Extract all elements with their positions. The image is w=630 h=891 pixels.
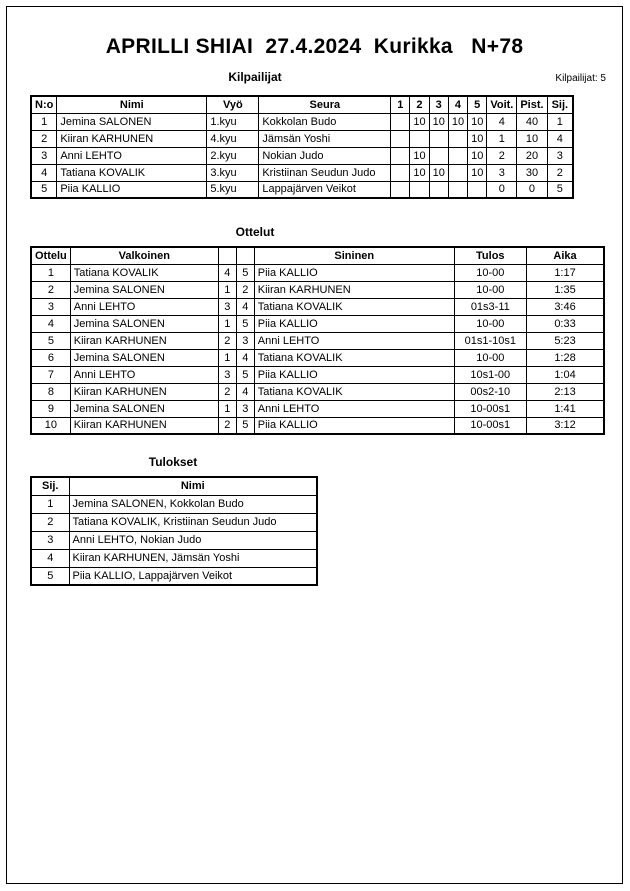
score-vs-3-cell: 10 [429, 164, 448, 181]
placement-cell: 5 [31, 567, 69, 585]
white-number-cell: 2 [218, 383, 236, 400]
page-title: APRILLI SHIAI 27.4.2024 Kurikka N+78 [105, 35, 524, 58]
blue-number-cell: 2 [236, 281, 254, 298]
competitor-club-cell: Lappajärven Veikot [259, 181, 391, 198]
blue-number-cell: 3 [236, 400, 254, 417]
score-vs-5-cell: 10 [468, 130, 487, 147]
score-vs-3-cell [429, 130, 448, 147]
col-header-opp4: 4 [448, 96, 467, 113]
competitor-row [31, 181, 573, 198]
placement-cell: 2 [31, 513, 69, 531]
competitor-rank-cell: 5 [547, 181, 573, 198]
score-vs-3-cell [429, 147, 448, 164]
col-header-points: Pist. [517, 96, 547, 113]
competitors-count-label: Kilpailijat: 5 [555, 73, 606, 84]
match-time-cell: 2:13 [526, 383, 604, 400]
col-header-opp5: 5 [468, 96, 487, 113]
blue-player-cell: Piia KALLIO [254, 417, 454, 434]
match-result-cell: 10-00s1 [454, 400, 526, 417]
score-vs-1-cell [391, 181, 410, 198]
section-title-kilpailijat: Kilpailijat [228, 70, 282, 84]
score-vs-1-cell [391, 113, 410, 130]
competitor-belt-cell: 3.kyu [207, 164, 259, 181]
match-row [31, 383, 604, 400]
white-player-cell: Jemina SALONEN [70, 315, 218, 332]
white-player-cell: Kiiran KARHUNEN [70, 417, 218, 434]
score-vs-4-cell [448, 181, 467, 198]
competitor-rank-cell: 3 [547, 147, 573, 164]
col-header-opp1: 1 [391, 96, 410, 113]
white-player-cell: Kiiran KARHUNEN [70, 332, 218, 349]
white-number-cell: 2 [218, 332, 236, 349]
col-header-belt: Vyö [207, 96, 259, 113]
result-name-cell: Piia KALLIO, Lappajärven Veikot [69, 567, 317, 585]
match-row [31, 417, 604, 434]
white-player-cell: Jemina SALONEN [70, 400, 218, 417]
match-number-cell: 6 [31, 349, 70, 366]
match-number-cell: 7 [31, 366, 70, 383]
match-result-cell: 00s2-10 [454, 383, 526, 400]
white-player-cell: Anni LEHTO [70, 366, 218, 383]
results-section-head [7, 455, 622, 470]
competitor-belt-cell: 1.kyu [207, 113, 259, 130]
blue-number-cell: 4 [236, 298, 254, 315]
competitor-rank-cell: 2 [547, 164, 573, 181]
competitors-section-head [7, 70, 622, 85]
blue-player-cell: Anni LEHTO [254, 400, 454, 417]
col-header-opp3: 3 [429, 96, 448, 113]
match-result-cell: 10s1-00 [454, 366, 526, 383]
match-time-cell: 3:12 [526, 417, 604, 434]
match-number-cell: 5 [31, 332, 70, 349]
competitor-row [31, 113, 573, 130]
section-title-ottelut: Ottelut [235, 225, 275, 239]
result-row [31, 549, 317, 567]
result-name-cell: Jemina SALONEN, Kokkolan Budo [69, 495, 317, 513]
competitor-belt-cell: 4.kyu [207, 130, 259, 147]
col-header-no: N:o [31, 96, 57, 113]
competitor-name-cell: Anni LEHTO [57, 147, 207, 164]
blue-player-cell: Kiiran KARHUNEN [254, 281, 454, 298]
match-number-cell: 9 [31, 400, 70, 417]
blue-number-cell: 4 [236, 349, 254, 366]
score-vs-4-cell: 10 [448, 113, 467, 130]
match-result-cell: 10-00 [454, 264, 526, 281]
match-time-cell: 3:46 [526, 298, 604, 315]
competitor-belt-cell: 5.kyu [207, 181, 259, 198]
competitor-points-cell: 10 [517, 130, 547, 147]
competitor-points-cell: 20 [517, 147, 547, 164]
col-header-blue: Sininen [254, 247, 454, 264]
match-result-cell: 01s1-10s1 [454, 332, 526, 349]
blue-player-cell: Tatiana KOVALIK [254, 298, 454, 315]
blue-number-cell: 5 [236, 264, 254, 281]
white-number-cell: 3 [218, 298, 236, 315]
competitor-points-cell: 30 [517, 164, 547, 181]
competitor-number-cell: 5 [31, 181, 57, 198]
results-table [30, 476, 318, 586]
white-number-cell: 2 [218, 417, 236, 434]
col-header-name: Nimi [57, 96, 207, 113]
match-row [31, 315, 604, 332]
results-sheet-page [6, 6, 623, 884]
result-row [31, 531, 317, 549]
blue-player-cell: Piia KALLIO [254, 366, 454, 383]
col-header-blue-number [236, 247, 254, 264]
white-player-cell: Jemina SALONEN [70, 349, 218, 366]
competitor-number-cell: 2 [31, 130, 57, 147]
match-time-cell: 1:04 [526, 366, 604, 383]
competitor-wins-cell: 3 [487, 164, 517, 181]
competitor-wins-cell: 1 [487, 130, 517, 147]
col-header-white: Valkoinen [70, 247, 218, 264]
score-vs-4-cell [448, 147, 467, 164]
competitor-name-cell: Kiiran KARHUNEN [57, 130, 207, 147]
blue-player-cell: Piia KALLIO [254, 264, 454, 281]
result-row [31, 567, 317, 585]
match-time-cell: 1:35 [526, 281, 604, 298]
blue-number-cell: 3 [236, 332, 254, 349]
matches-section-head [7, 225, 622, 240]
competitor-wins-cell: 4 [487, 113, 517, 130]
match-result-cell: 10-00 [454, 349, 526, 366]
competitor-row [31, 164, 573, 181]
blue-player-cell: Tatiana KOVALIK [254, 383, 454, 400]
white-player-cell: Jemina SALONEN [70, 281, 218, 298]
match-row [31, 298, 604, 315]
competitor-number-cell: 4 [31, 164, 57, 181]
competitors-table [30, 95, 574, 199]
score-vs-1-cell [391, 130, 410, 147]
competitor-name-cell: Jemina SALONEN [57, 113, 207, 130]
col-header-white-number [218, 247, 236, 264]
competitor-number-cell: 3 [31, 147, 57, 164]
result-name-cell: Kiiran KARHUNEN, Jämsän Yoshi [69, 549, 317, 567]
result-row [31, 513, 317, 531]
white-number-cell: 1 [218, 400, 236, 417]
competitor-rank-cell: 4 [547, 130, 573, 147]
match-number-cell: 10 [31, 417, 70, 434]
match-time-cell: 1:17 [526, 264, 604, 281]
white-number-cell: 4 [218, 264, 236, 281]
match-result-cell: 10-00 [454, 315, 526, 332]
white-number-cell: 1 [218, 281, 236, 298]
score-vs-2-cell: 10 [410, 164, 429, 181]
match-result-cell: 10-00 [454, 281, 526, 298]
col-header-placement: Sij. [31, 477, 69, 495]
match-row [31, 400, 604, 417]
match-row [31, 264, 604, 281]
placement-cell: 1 [31, 495, 69, 513]
white-number-cell: 1 [218, 315, 236, 332]
match-result-cell: 10-00s1 [454, 417, 526, 434]
score-vs-5-cell: 10 [468, 147, 487, 164]
score-vs-2-cell [410, 130, 429, 147]
score-vs-4-cell [448, 164, 467, 181]
blue-player-cell: Anni LEHTO [254, 332, 454, 349]
competitor-name-cell: Tatiana KOVALIK [57, 164, 207, 181]
competitor-rank-cell: 1 [547, 113, 573, 130]
section-title-tulokset: Tulokset [148, 455, 198, 469]
col-header-result: Tulos [454, 247, 526, 264]
competitor-number-cell: 1 [31, 113, 57, 130]
match-result-cell: 01s3-11 [454, 298, 526, 315]
col-header-rank: Sij. [547, 96, 573, 113]
result-name-cell: Anni LEHTO, Nokian Judo [69, 531, 317, 549]
match-row [31, 332, 604, 349]
competitor-belt-cell: 2.kyu [207, 147, 259, 164]
score-vs-3-cell: 10 [429, 113, 448, 130]
match-number-cell: 1 [31, 264, 70, 281]
blue-player-cell: Piia KALLIO [254, 315, 454, 332]
competitor-club-cell: Jämsän Yoshi [259, 130, 391, 147]
matches-table [30, 246, 605, 435]
match-number-cell: 3 [31, 298, 70, 315]
competitor-row [31, 147, 573, 164]
result-row [31, 495, 317, 513]
competitors-header-row [31, 96, 573, 113]
competitor-points-cell: 0 [517, 181, 547, 198]
competitor-name-cell: Piia KALLIO [57, 181, 207, 198]
white-player-cell: Anni LEHTO [70, 298, 218, 315]
match-number-cell: 2 [31, 281, 70, 298]
score-vs-5-cell [468, 181, 487, 198]
placement-cell: 4 [31, 549, 69, 567]
placement-cell: 3 [31, 531, 69, 549]
match-number-cell: 4 [31, 315, 70, 332]
score-vs-5-cell: 10 [468, 164, 487, 181]
competitor-wins-cell: 2 [487, 147, 517, 164]
matches-header-row [31, 247, 604, 264]
competitor-club-cell: Nokian Judo [259, 147, 391, 164]
competitor-club-cell: Kristiinan Seudun Judo [259, 164, 391, 181]
match-row [31, 281, 604, 298]
score-vs-4-cell [448, 130, 467, 147]
white-number-cell: 1 [218, 349, 236, 366]
match-number-cell: 8 [31, 383, 70, 400]
blue-number-cell: 4 [236, 383, 254, 400]
match-row [31, 366, 604, 383]
col-header-result-name: Nimi [69, 477, 317, 495]
white-player-cell: Tatiana KOVALIK [70, 264, 218, 281]
white-number-cell: 3 [218, 366, 236, 383]
score-vs-2-cell: 10 [410, 147, 429, 164]
blue-player-cell: Tatiana KOVALIK [254, 349, 454, 366]
match-time-cell: 0:33 [526, 315, 604, 332]
col-header-club: Seura [259, 96, 391, 113]
score-vs-3-cell [429, 181, 448, 198]
competitor-club-cell: Kokkolan Budo [259, 113, 391, 130]
white-player-cell: Kiiran KARHUNEN [70, 383, 218, 400]
col-header-match-no: Ottelu [31, 247, 70, 264]
col-header-opp2: 2 [410, 96, 429, 113]
competitor-wins-cell: 0 [487, 181, 517, 198]
col-header-wins: Voit. [487, 96, 517, 113]
results-header-row [31, 477, 317, 495]
score-vs-5-cell: 10 [468, 113, 487, 130]
match-time-cell: 5:23 [526, 332, 604, 349]
col-header-time: Aika [526, 247, 604, 264]
match-time-cell: 1:41 [526, 400, 604, 417]
score-vs-2-cell: 10 [410, 113, 429, 130]
score-vs-1-cell [391, 147, 410, 164]
score-vs-2-cell [410, 181, 429, 198]
blue-number-cell: 5 [236, 366, 254, 383]
competitor-row [31, 130, 573, 147]
score-vs-1-cell [391, 164, 410, 181]
competitor-points-cell: 40 [517, 113, 547, 130]
match-row [31, 349, 604, 366]
match-time-cell: 1:28 [526, 349, 604, 366]
blue-number-cell: 5 [236, 417, 254, 434]
blue-number-cell: 5 [236, 315, 254, 332]
result-name-cell: Tatiana KOVALIK, Kristiinan Seudun Judo [69, 513, 317, 531]
